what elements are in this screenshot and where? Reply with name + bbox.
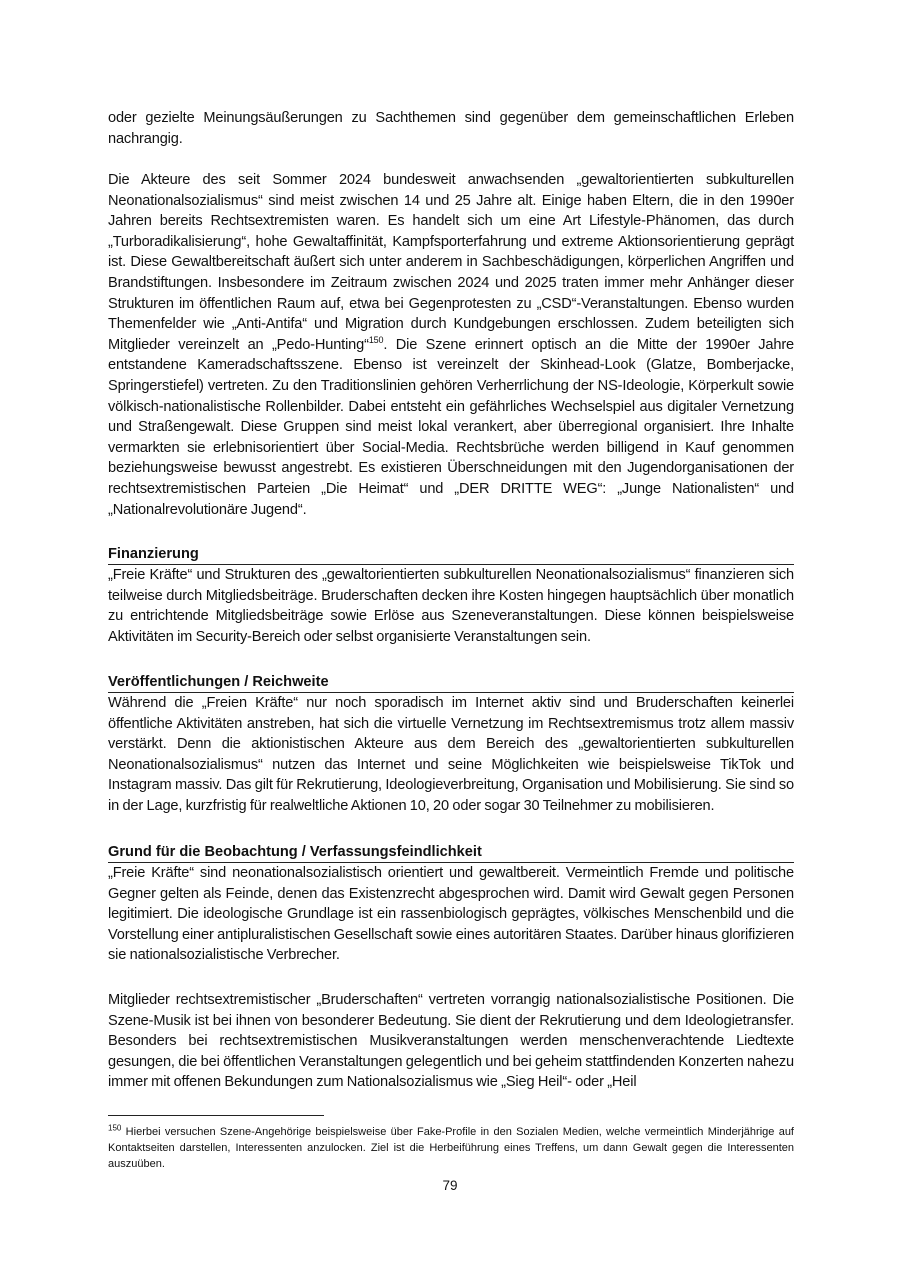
paragraph-text: Mitglieder rechtsextremistischer „Bruderschaften“ vertreten vorrangig nationalsozialistische Positionen. Die Szene-Musik ist bei ihnen von besonderer Bedeutung. Sie dient der Rekrutierung und dem Ideologietransfer. Besonders bei rechtsextremistischen Musikveranstaltungen werden menschenverachtende Liedtexte gesungen, die bei öffentlichen Veranstaltungen gelegentlich und bei geheim stattfindenden Konzerten nahezu immer mit offenen Bekundungen zum Nationalsozialismus wie „Sieg Heil“- oder „Heil (108, 992, 794, 1091)
section-finanzierung (108, 544, 794, 647)
footnote-reference[interactable]: 150 (368, 334, 384, 345)
section-heading: Veröffentlichungen / Reichweite (108, 672, 794, 693)
paragraph-akteure (108, 170, 794, 520)
section-heading: Grund für die Beobachtung / Verfassungsfeindlichkeit (108, 842, 794, 863)
section-text: „Freie Kräfte“ und Strukturen des „gewaltorientierten subkulturellen Neonationalsozialismus“ finanzieren sich teilweise durch Mitgliedsbeiträge. Bruderschaften decken ihre Kosten hingegen hauptsächlich über monatlich zu entrichtende Mitgliedsbeiträge sowie Erlöse aus Szeneveranstaltungen. Diese können beispielsweise Aktivitäten im Security-Bereich oder selbst organisierte Veranstaltungen sein. (108, 567, 794, 645)
footnote (108, 1124, 794, 1173)
footnote-number: 150 (108, 1123, 122, 1133)
paragraph-text: Die Akteure des seit Sommer 2024 bundesweit anwachsenden „gewaltorientierten subkulturellen Neonationalsozialismus“ sind meist zwischen 14 und 25 Jahre alt. Einige haben Eltern, die in den 1990er Jahren bereits Rechtsextremisten waren. Es handelt sich um eine Art Lifestyle-Phänomen, das durch „Turboradikalisierung“, hohe Gewaltaffinität, Kampfsporterfahrung und extreme Aktionsorientierung geprägt ist. Diese Gewaltbereitschaft äußert sich unter anderem in Sachbeschädigungen, körperlichen Angriffen und Brandstiftungen. Insbesondere im Zeitraum zwischen 2024 und 2025 traten immer mehr Anhänger dieser Strukturen im öffentlichen Raum auf, etwa bei Gegenprotesten zu „CSD“-Veranstaltungen. Ebenso wurden Themenfelder wie „Anti-Antifa“ und Migration durch Kundgebungen erschlossen. Zudem beteiligten sich Mitglieder vereinzelt an „Pedo-Hunting“ (108, 172, 794, 353)
section-text: Während die „Freien Kräfte“ nur noch sporadisch im Internet aktiv sind und Bruderschaften keinerlei öffentliche Aktivitäten anstreben, hat sich die virtuelle Vernetzung im Rechtsextremismus trotz allem massiv verstärkt. Denn die aktionistischen Akteure aus dem Bereich des „gewaltorientierten subkulturellen Neonationalsozialismus“ nutzen das Internet und seine Möglichkeiten wie beispielsweise TikTok und Instagram massiv. Das gilt für Rekrutierung, Ideologieverbreitung, Organisation und Mobilisierung. Sie sind so in der Lage, kurzfristig für realweltliche Aktionen 10, 20 oder sogar 30 Teilnehmer zu mobilisieren. (108, 695, 794, 814)
footnote-separator (108, 1115, 324, 1116)
paragraph-text-continued: . Die Szene erinnert optisch an die Mitte der 1990er Jahre entstandene Kameradschaftsszene. Ebenso ist vereinzelt der Skinhead-Look (Glatze, Bomberjacke, Springerstiefel) vertreten. Zu den Traditionslinien gehören Verherrlichung der NS-Ideologie, Körperkult sowie völkisch-nationalistische Rollenbilder. Dabei entsteht ein gefährliches Wechselspiel aus digitaler Vernetzung und Straßengewalt. Diese Gruppen sind meist lokal verankert, aber überregional organisiert. Ihre Inhalte vermarkten sie erlebnisorientiert über Social-Media. Rechtsbrüche werden billigend in Kauf genommen beziehungsweise bewusst angestrebt. Es existieren Überschneidungen mit den Jugendorganisationen der rechtsextremistischen Parteien „Die Heimat“ und „DER DRITTE WEG“: „Junge Nationalisten“ und „Nationalrevolutionäre Jugend“. (108, 336, 794, 518)
section-grund-beobachtung (108, 842, 794, 966)
section-text: „Freie Kräfte“ sind neonationalsozialistisch orientiert und gewaltbereit. Vermeintlich Fremde und politische Gegner gelten als Feinde, denen das Existenzrecht abgesprochen wird. Damit wird Gewalt gegen Personen legitimiert. Die ideologische Grundlage ist ein rassenbiologisch geprägtes, völkisches Menschenbild und die Vorstellung einer antipluralistischen Gesellschaft sowie eines autoritären Staates. Darüber hinaus glorifizieren sie nationalsozialistische Verbrecher. (108, 865, 794, 964)
footnote-text: Hierbei versuchen Szene-Angehörige beispielsweise über Fake-Profile in den Sozialen Medien, welche vermeintlich Minderjährige auf Kontaktseiten darstellen, Interessenten anzulocken. Ziel ist die Herbeiführung eines Treffens, um dann Gewalt gegen die Interessenten auszuüben. (108, 1126, 794, 1171)
page-number: 79 (442, 1178, 458, 1193)
paragraph-text: oder gezielte Meinungsäußerungen zu Sachthemen sind gegenüber dem gemeinschaftlichen Erleben nachrangig. (108, 110, 794, 147)
section-heading: Finanzierung (108, 544, 794, 565)
section-veroeffentlichungen (108, 672, 794, 817)
paragraph-intro-continuation (108, 108, 794, 149)
paragraph-bruderschaften (108, 990, 794, 1093)
